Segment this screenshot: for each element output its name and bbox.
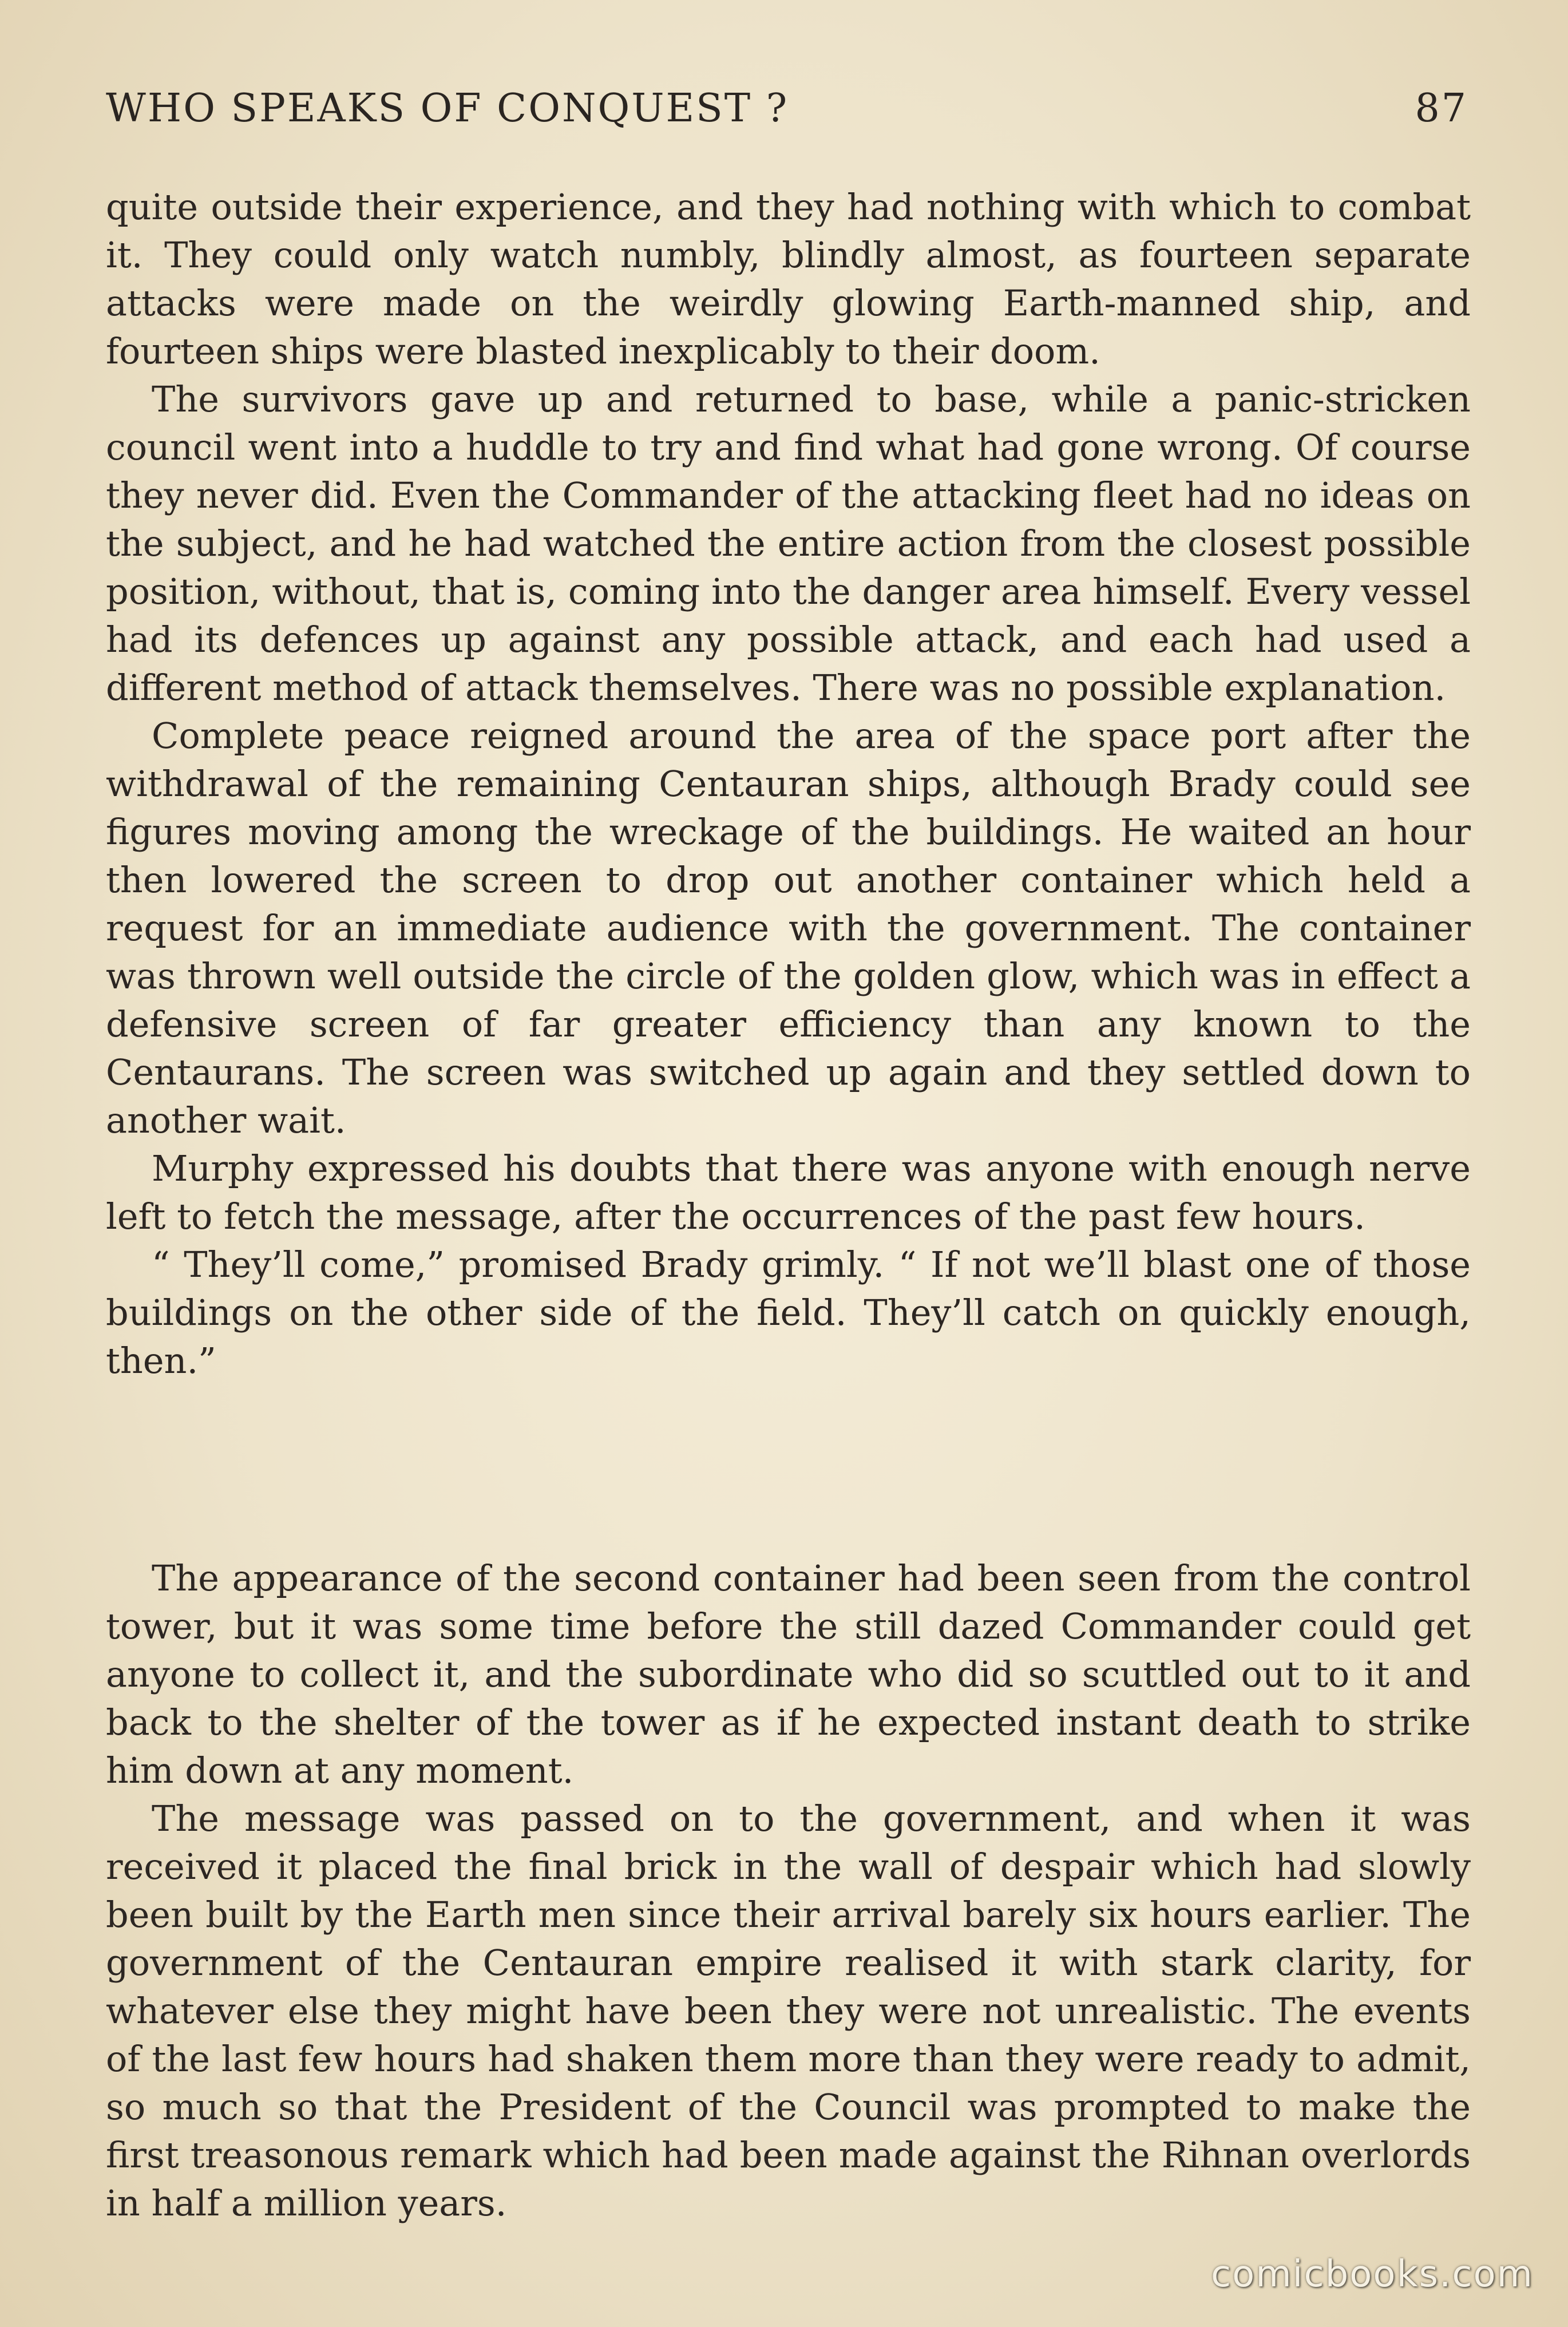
text-section-2 [106,1554,1471,2227]
page-header [106,86,1468,149]
paragraph: Complete peace reigned around the area of the space port after the withdrawal of the remaining Centauran ships, although Brady could see figures moving among the wreckage of the buildings. He waited an hour then lowered the screen to drop out another container which held a request for an immediate audience with the government. The container was thrown well outside the circle of the golden glow, which was in effect a defensive screen of far greater efficiency than any known to the Centaurans. The screen was switched up again and they settled down to another wait. [106,715,1471,1141]
paragraph: The appearance of the second container had been seen from the control tower, but it was some time before the still dazed Commander could get anyone to collect it, and the subordinate who did so scuttled out to it and back to the shelter of the tower as if he expected instant death to strike him down at any moment. [106,1557,1471,1791]
watermark: comicbooks.com [1210,2253,1534,2296]
paragraph: The message was passed on to the government, and when it was received it placed the final brick in the wall of despair which had slowly been built by the Earth men since their arrival barely six hours earlier. The government of the Centauran empire realised it with stark clarity, for whatever else they might have been they were not unrealistic. The events of the last few hours had shaken them more than they were ready to admit, so much so that the President of the Council was prompted to make the first treasonous remark which had been made against the Rihnan overlords in half a million years. [106,1798,1471,2224]
running-head: WHO SPEAKS OF CONQUEST ? [106,86,789,131]
paragraph: quite outside their experience, and they had nothing with which to combat it. They could only watch numbly, blindly almost, as fourteen separate attacks were made on the weirdly glowing Earth-manned ship, and fourteen ships were blasted inexplicably to their doom. [106,186,1471,372]
paragraph: Murphy expressed his doubts that there was anyone with enough nerve left to fetch the message, after the occurrences of the past few hours. [106,1147,1471,1237]
paragraph: “ They’ll come,” promised Brady grimly. “ If not we’ll blast one of those buildings on the other side of the field. They’ll catch on quickly enough, then.” [106,1244,1471,1382]
page-number: 87 [1415,86,1468,131]
paragraph: The survivors gave up and returned to base, while a panic-stricken council went into a huddle to try and find what had gone wrong. Of course they never did. Even the Commander of the attacking fleet had no ideas on the subject, and he had watched the entire action from the closest possible position, without, that is, coming into the danger area himself. Every vessel had its defences up against any possible attack, and each had used a different method of attack themselves. There was no possible explanation. [106,378,1471,709]
text-section-1 [106,183,1471,1385]
